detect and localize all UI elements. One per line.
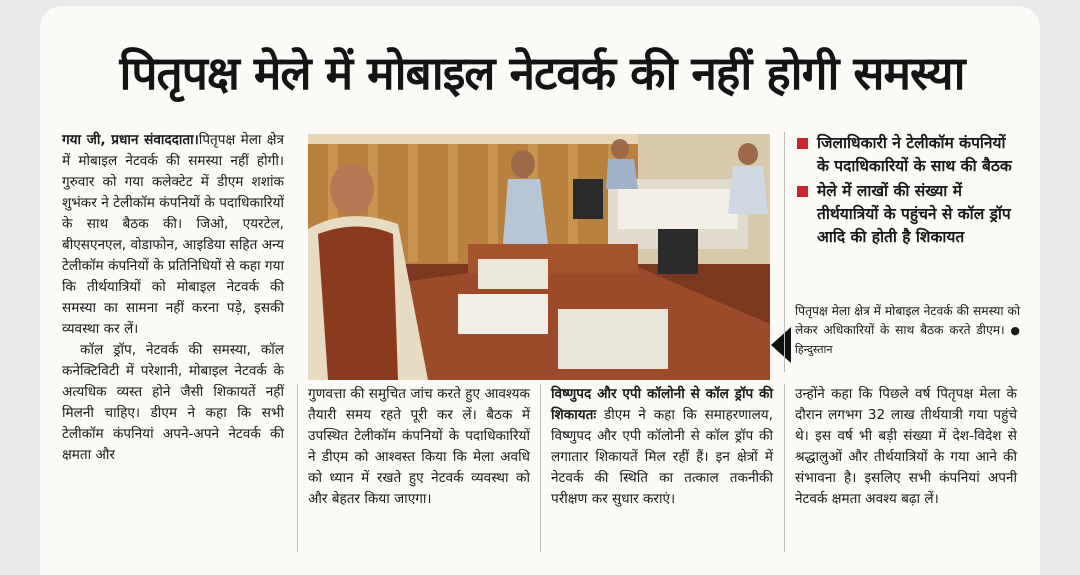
column-divider (784, 384, 785, 552)
photo-caption (795, 302, 1020, 359)
highlights-box (795, 132, 1020, 251)
photo-caption-text: पितृपक्ष मेला क्षेत्र में मोबाइल नेटवर्क की समस्या को लेकर अधिकारियों के साथ बैठक करते डीएम। (795, 304, 1020, 337)
meeting-photo (308, 134, 770, 380)
article-column-3 (551, 384, 773, 510)
dateline: गया जी, प्रधान संवाददाता। (62, 132, 199, 148)
article-column-2 (308, 384, 530, 510)
headline: पितृपक्ष मेले में मोबाइल नेटवर्क की नहीं होगी समस्या (119, 46, 965, 100)
bullet-square-icon (797, 186, 808, 197)
highlight-text: मेले में लाखों की संख्या में तीर्थयात्रियों के पहुंचने से कॉल ड्रॉप आदि की होती है शिकायत (817, 182, 1011, 246)
highlight-item (795, 180, 1020, 249)
column-4-body: उन्होंने कहा कि पिछले वर्ष पितृपक्ष मेला के दौरान लगभग 32 लाख तीर्थयात्री गया पहुंचे थे। इस वर्ष भी बड़ी संख्या में देश-विदेश से श्रद्धालुओं और तीर्थयात्रियों के गया आने की संभावना है। इसलिए सभी कंपनियां अपनी नेटवर्क क्षमता अवश्य बढ़ा लें। (795, 386, 1017, 507)
meeting-photo-illustration (308, 134, 770, 380)
article-column-1 (62, 130, 284, 466)
bullet-square-icon (797, 138, 808, 149)
column-divider (540, 384, 541, 552)
column-3-body: डीएम ने कहा कि समाहरणालय, विष्णुपद और एपी कॉलोनी से कॉल ड्रॉप की लगातार शिकायतें मिल रहीं हैं। इन क्षेत्रों में नेटवर्क की स्थिति का तत्काल तकनीकी परीक्षण कर सुधार कराएं। (551, 407, 773, 507)
caption-arrow-icon (771, 327, 791, 363)
column-divider (297, 384, 298, 552)
photo-credit: ● हिन्दुस्तान (795, 324, 1021, 356)
column-1-body: पितृपक्ष मेला क्षेत्र में मोबाइल नेटवर्क की समस्या नहीं होगी। गुरुवार को गया कलेक्टेट में डीएम शशांक शुभंकर ने टेलीकॉम कंपनियों के पदाधिकारियों के साथ बैठक की। जिओ, एयरटेल, बीएसएनएल, वोडाफोन, आइडिया सहित अन्य टेलीकॉम कंपनियों के प्रतिनिधियों से कहा गया कि तीर्थयात्रियों को मोबाइल नेटवर्क की समस्या का सामना नहीं करना पड़े, इसकी व्यवस्था कर लें। (62, 132, 284, 337)
highlight-text: जिलाधिकारी ने टेलीकॉम कंपनियों के पदाधिकारियों के साथ की बैठक (817, 134, 1012, 175)
subheading: विष्णुपद और एपी कॉलोनी से कॉल ड्रॉप की शिकायतः (551, 386, 773, 423)
column-1-paragraph-2: कॉल ड्रॉप, नेटवर्क की समस्या, कॉल कनेक्टिविटी में परेशानी, मोबाइल नेटवर्क के अत्यधिक व्यस्त होने जैसी शिकायतें नहीं मिलनी चाहिए। डीएम ने कहा कि सभी टेलीकॉम कंपनियां अपने-अपने नेटवर्क की क्षमता और (62, 342, 284, 463)
article-column-4 (795, 384, 1017, 510)
column-2-body: गुणवत्ता की समुचित जांच करते हुए आवश्यक तैयारी समय रहते पूरी कर लें। बैठक में उपस्थित टेलीकॉम कंपनियों के पदाधिकारियों ने डीएम को आश्वस्त किया कि मेला अवधि को ध्यान में रखते हुए नेटवर्क व्यवस्था को और बेहतर किया जाएगा। (308, 386, 530, 507)
highlight-item (795, 132, 1020, 178)
column-divider (784, 132, 785, 372)
